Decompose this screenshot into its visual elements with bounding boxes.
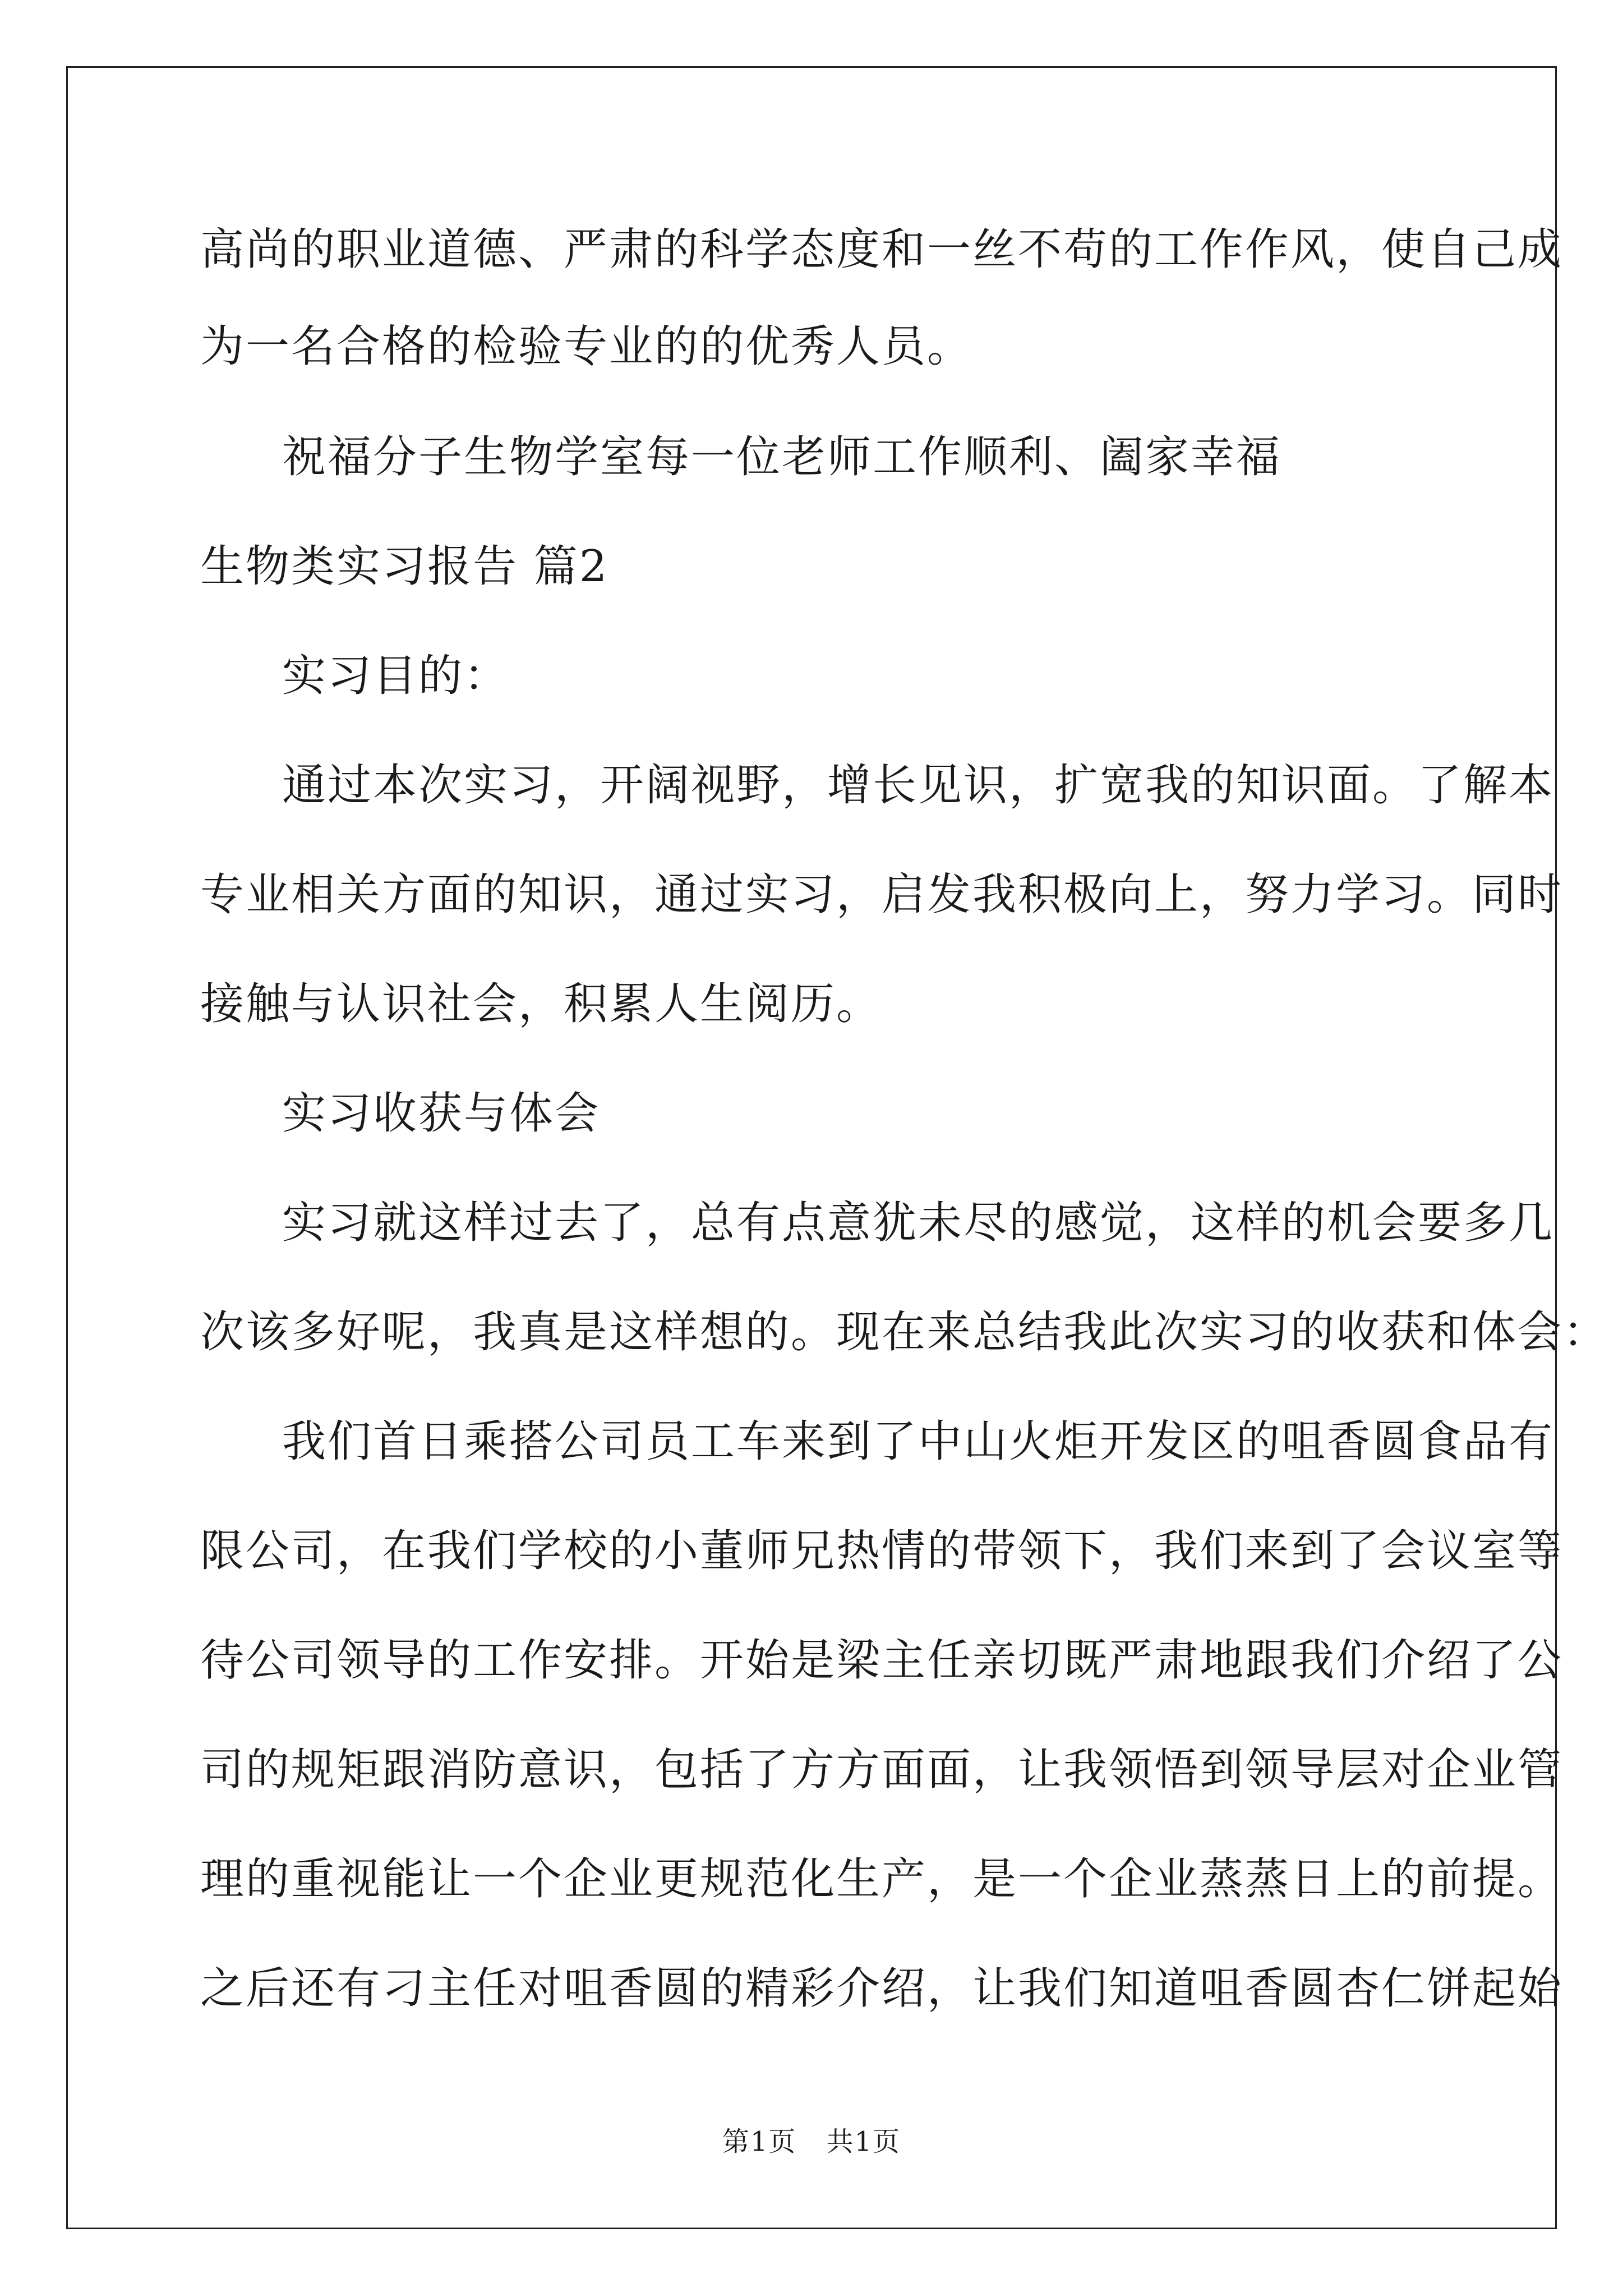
body-text-line: 次该多好呢，我真是这样想的。现在来总结我此次实习的收获和体会： (200, 1307, 1609, 1358)
body-text-line: 为一名合格的检验专业的的优秀人员。 (200, 321, 973, 372)
body-text-line: 高尚的职业道德、严肃的科学态度和一丝不苟的工作作风，使自己成 (200, 224, 1564, 275)
page-number: 第1页 (722, 2126, 797, 2157)
body-text-line: 限公司，在我们学校的小董师兄热情的带领下，我们来到了会议室等 (200, 1526, 1564, 1576)
body-text-line: 之后还有刁主任对咀香圆的精彩介绍，让我们知道咀香圆杏仁饼起始 (200, 1963, 1564, 2014)
page-footer (0, 2125, 1623, 2159)
section-heading: 生物类实习报告 篇2 (200, 541, 609, 592)
body-text-line: 实习就这样过去了，总有点意犹未尽的感觉，这样的机会要多几 (282, 1198, 1555, 1248)
subheading-gains: 实习收获与体会 (282, 1088, 601, 1139)
page-total: 共1页 (826, 2126, 901, 2157)
body-text-line: 理的重视能让一个企业更规范化生产，是一个企业蒸蒸日上的前提。 (200, 1854, 1564, 1904)
body-text-line: 待公司领导的工作安排。开始是梁主任亲切既严肃地跟我们介绍了公 (200, 1635, 1564, 1686)
body-text-line: 我们首日乘搭公司员工车来到了中山火炬开发区的咀香圆食品有 (282, 1416, 1555, 1467)
blessing-line: 祝福分子生物学室每一位老师工作顺利、阖家幸福 (282, 432, 1282, 482)
body-text-line: 专业相关方面的知识，通过实习，启发我积极向上，努力学习。同时 (200, 869, 1564, 920)
body-text-line: 通过本次实习，开阔视野，增长见识，扩宽我的知识面。了解本 (282, 760, 1555, 811)
body-text-line: 司的规矩跟消防意识，包括了方方面面，让我领悟到领导层对企业管 (200, 1745, 1564, 1795)
body-text-line: 接触与认识社会，积累人生阅历。 (200, 979, 882, 1029)
subheading-purpose: 实习目的： (282, 651, 510, 701)
